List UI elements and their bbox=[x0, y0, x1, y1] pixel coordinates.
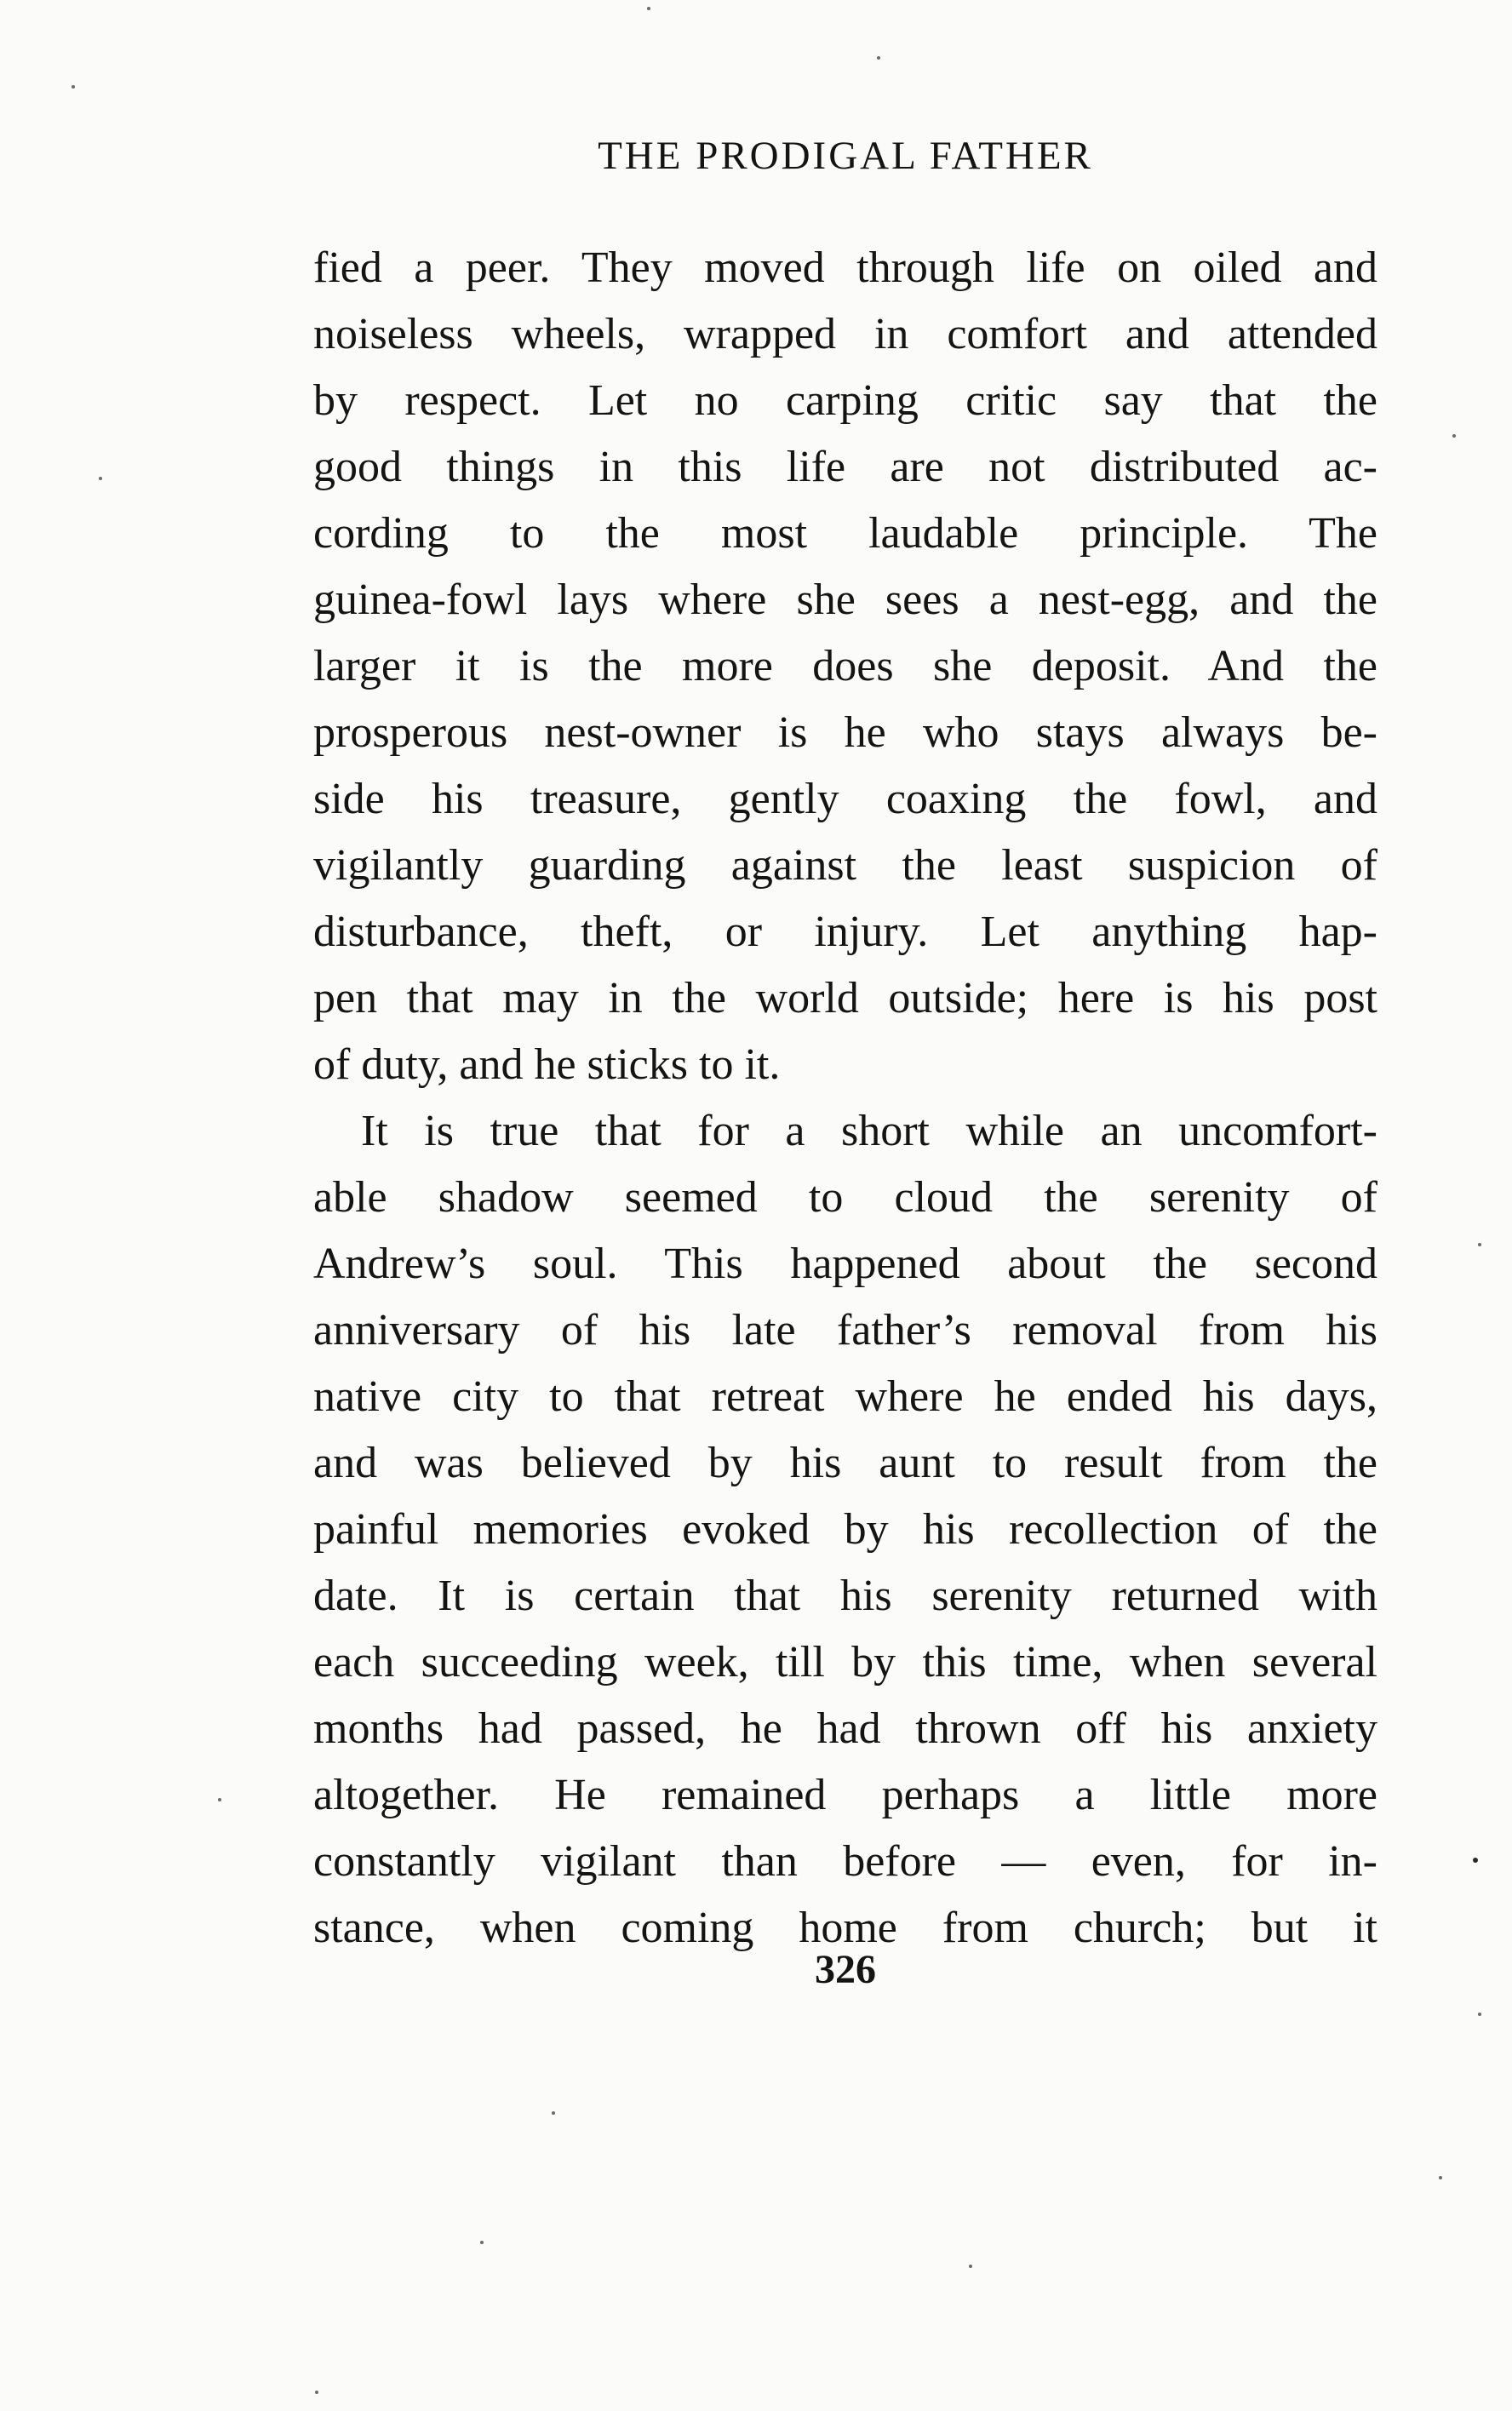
text-line: date. It is certain that his serenity returned with bbox=[313, 1572, 1377, 1620]
text-line: by respect. Let no carping critic say that the bbox=[313, 376, 1377, 425]
text-line: painful memories evoked by his recollection of the bbox=[313, 1505, 1377, 1554]
text-line: cording to the most laudable principle. The bbox=[313, 509, 1377, 558]
scan-speck bbox=[480, 2241, 484, 2244]
scan-speck bbox=[1473, 1858, 1478, 1863]
text-line: It is true that for a short while an uncomfort- bbox=[361, 1107, 1377, 1155]
text-line: larger it is the more does she deposit. And the bbox=[313, 642, 1377, 690]
text-line: able shadow seemed to cloud the serenity of bbox=[313, 1173, 1377, 1222]
text-line: months had passed, he had thrown off his anxiety bbox=[313, 1704, 1377, 1753]
text-line: stance, when coming home from church; but it bbox=[313, 1904, 1377, 1952]
scan-speck bbox=[1439, 2176, 1442, 2179]
scan-speck bbox=[552, 2111, 555, 2115]
scan-speck bbox=[877, 56, 880, 60]
text-line: prosperous nest-owner is he who stays always be- bbox=[313, 708, 1377, 757]
running-head: THE PRODIGAL FATHER bbox=[598, 134, 1093, 178]
text-line: pen that may in the world outside; here is his post bbox=[313, 974, 1377, 1022]
body-text bbox=[313, 235, 1377, 1961]
scan-speck bbox=[969, 2265, 972, 2268]
scan-speck bbox=[1478, 2013, 1481, 2016]
scan-speck bbox=[1452, 434, 1456, 438]
text-line: disturbance, theft, or injury. Let anything hap- bbox=[313, 908, 1377, 956]
text-line: constantly vigilant than before — even, for in- bbox=[313, 1837, 1377, 1886]
text-line: altogether. He remained perhaps a little more bbox=[313, 1771, 1377, 1819]
text-line: noiseless wheels, wrapped in comfort and attended bbox=[313, 310, 1377, 358]
text-line: anniversary of his late father’s removal from his bbox=[313, 1306, 1377, 1354]
text-line: side his treasure, gently coaxing the fowl, and bbox=[313, 775, 1377, 823]
scan-speck bbox=[647, 7, 650, 10]
text-line: each succeeding week, till by this time, when several bbox=[313, 1638, 1377, 1687]
scan-speck bbox=[1478, 1243, 1481, 1246]
text-line: Andrew’s soul. This happened about the second bbox=[313, 1240, 1377, 1288]
text-line: guinea-fowl lays where she sees a nest-egg, and the bbox=[313, 576, 1377, 624]
text-line: fied a peer. They moved through life on oiled and bbox=[313, 243, 1377, 292]
text-line: good things in this life are not distributed ac- bbox=[313, 443, 1377, 491]
scan-speck bbox=[218, 1798, 221, 1801]
text-line: of duty, and he sticks to it. bbox=[313, 1040, 781, 1089]
page-number: 326 bbox=[815, 1947, 876, 1992]
text-line: and was believed by his aunt to result from the bbox=[313, 1439, 1377, 1487]
scan-speck bbox=[99, 477, 102, 480]
scan-speck bbox=[72, 85, 75, 89]
text-line: vigilantly guarding against the least suspicion of bbox=[313, 841, 1377, 890]
text-line: native city to that retreat where he ended his days, bbox=[313, 1372, 1377, 1421]
scan-speck bbox=[315, 2391, 318, 2394]
